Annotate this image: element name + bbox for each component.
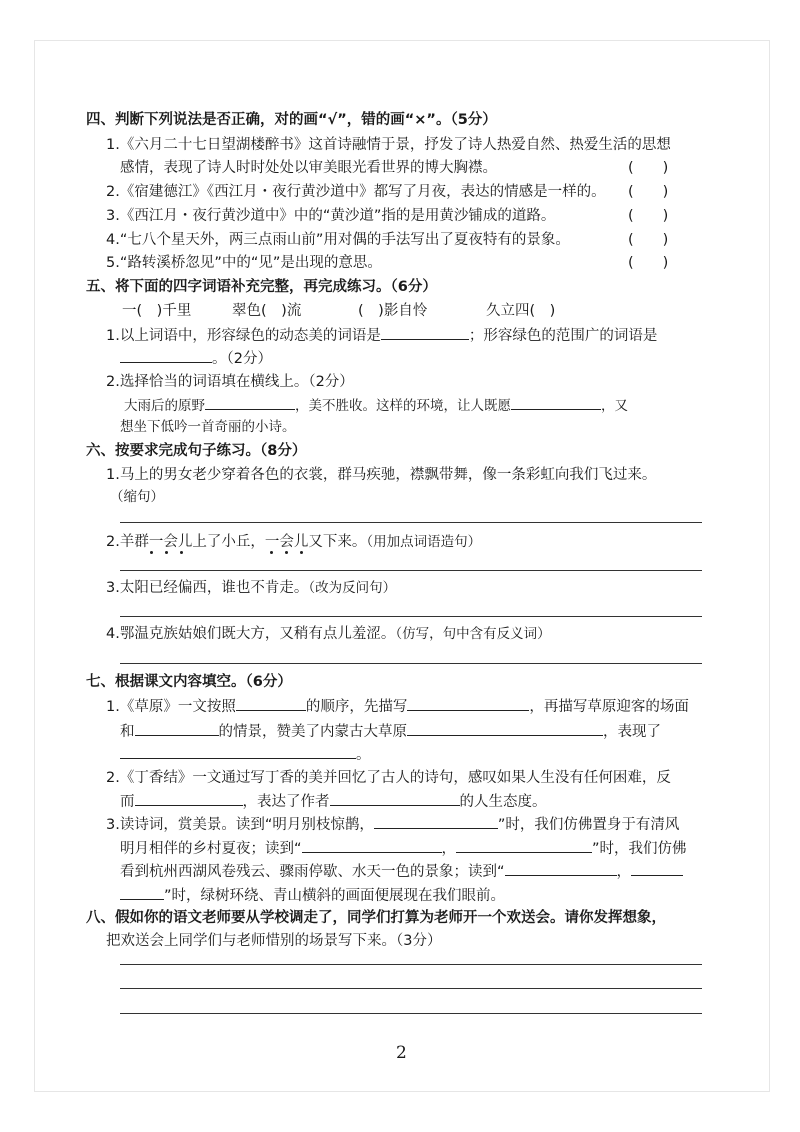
s4-item-2: 2.《宿建德江》《西江月・夜行黄沙道中》都写了月夜，表达的情感是一样的。 (106, 184, 606, 200)
section-8-title: 八、假如你的语文老师要从学校调走了，同学们打算为老师开一个欢送会。请你发挥想象， (86, 910, 666, 926)
s7-q1-f: ，表现了 (603, 724, 661, 740)
s5-p-text-c: ，又 (601, 398, 628, 414)
s4-answer-1[interactable]: ( ) (628, 160, 669, 176)
section-7-title: 七、根据课文内容填空。（6分） (86, 674, 292, 690)
s4-answer-5[interactable]: ( ) (628, 255, 669, 271)
s7-q2-blank-1[interactable] (135, 791, 243, 806)
s6-q2-note: （用加点词语造句） (366, 534, 482, 550)
s7-q3-c: 明月相伴的乡村夏夜；读到“ (120, 841, 302, 857)
s5-q2: 2.选择恰当的词语填在横线上。（2分） (106, 374, 354, 390)
s7-q3-blank-1[interactable] (374, 814, 498, 829)
s8-answer-line-3[interactable] (120, 1013, 702, 1014)
s5-p-text-a: 大雨后的原野 (124, 398, 205, 414)
s8-answer-line-1[interactable] (120, 964, 702, 965)
s5-p-blank-1[interactable] (205, 395, 295, 410)
s7-q2-a: 2.《丁香结》一文通过写丁香的美并回忆了古人的诗句，感叹如果人生没有任何困难，反 (106, 770, 671, 786)
s5-word-2[interactable]: 翠色( )流 (232, 303, 302, 319)
s5-word-4[interactable]: 久立四( ) (486, 303, 556, 319)
s7-q1-blank-5[interactable] (120, 744, 356, 759)
section-4-title: 四、判断下列说法是否正确，对的画“√”，错的画“×”。（5分） (86, 112, 497, 128)
page-number: 2 (396, 1043, 407, 1063)
s4-item-3: 3.《西江月・夜行黄沙道中》中的“黄沙道”指的是用黄沙铺成的道路。 (106, 208, 556, 224)
s7-q1-e: 的情景，赞美了内蒙古大草原 (218, 724, 407, 740)
s4-item-5: 5.“路转溪桥忽见”中的“见”是出现的意思。 (106, 255, 382, 271)
section-5-title: 五、将下面的四字词语补充完整，再完成练习。（6分） (86, 279, 437, 295)
s7-q3-a: 3.读诗词，赏美景。读到“明月别枝惊鹊， (106, 817, 374, 833)
s7-q2-blank-2[interactable] (330, 791, 460, 806)
s5-p-text-d: 想坐下低吟一首奇丽的小诗。 (120, 419, 296, 435)
s5-q1-text-b: ；形容绿色的范围广的词语是 (468, 328, 658, 344)
s7-q3-g: ， (616, 864, 632, 880)
s5-q1-blank-1[interactable] (381, 325, 469, 340)
s7-q1-d: 和 (120, 724, 135, 740)
s5-q1-blank-2[interactable] (120, 348, 212, 363)
s6-q3: 3.太阳已经偏西，谁也不肯走。 (106, 580, 309, 596)
s7-q2-c: ，表达了作者 (242, 794, 330, 810)
s6-q4: 4.鄂温克族姑娘们既大方，又稍有点儿羞涩。 (106, 626, 396, 642)
s7-q1-b: 的顺序，先描写 (305, 699, 408, 715)
s7-q2-b: 而 (120, 794, 135, 810)
s5-word-1[interactable]: 一( )千里 (122, 303, 192, 319)
s7-q3-blank-2[interactable] (302, 838, 442, 853)
s5-p-blank-2[interactable] (511, 395, 601, 410)
s6-q1: 1.马上的男女老少穿着各色的衣裳，群马疾驰，襟飘带舞，像一条彩虹向我们飞过来。 (106, 467, 657, 483)
s7-q1-blank-1[interactable] (236, 696, 306, 711)
s5-q1-text-a: 1.以上词语中，形容绿色的动态美的词语是 (106, 328, 381, 344)
s7-q3-f: 看到杭州西湖风卷残云、骤雨停歇、水天一色的景象；读到“ (120, 864, 505, 880)
s5-q1 (106, 325, 657, 346)
section-8-title-cont: 把欢送会上同学们与老师惜别的场景写下来。（3分） (106, 933, 442, 949)
emphasis-dot (285, 551, 288, 554)
s7-q3-blank-4[interactable] (505, 861, 617, 876)
s6-q4-note: （仿写，句中含有反义词） (395, 626, 551, 642)
emphasis-dot (150, 551, 153, 554)
s7-q3-blank-3[interactable] (456, 838, 592, 853)
s6-q4-answer-line[interactable] (120, 663, 702, 664)
s6-q2-answer-line[interactable] (120, 570, 702, 571)
emphasis-dot (300, 551, 303, 554)
s8-answer-line-2[interactable] (120, 988, 702, 989)
s7-q3-d: ， (441, 841, 457, 857)
s4-item-1-cont: 感情，表现了诗人时时处处以审美眼光看世界的博大胸襟。 (120, 160, 497, 176)
emphasis-dot (165, 551, 168, 554)
s7-q1-a: 1.《草原》一文按照 (106, 699, 236, 715)
s7-q1-blank-2[interactable] (407, 696, 529, 711)
s4-answer-3[interactable]: ( ) (628, 208, 669, 224)
section-6-title: 六、按要求完成句子练习。（8分） (86, 443, 307, 459)
s7-q1-blank-4[interactable] (407, 721, 603, 736)
s7-q3-blank-5[interactable] (631, 861, 683, 876)
s6-q2: 2.羊群一会儿上了小丘，一会儿又下来。 (106, 534, 367, 550)
s6-q3-answer-line[interactable] (120, 616, 702, 617)
s7-q3-b: ”时，我们仿佛置身于有清风 (497, 817, 680, 833)
s7-q2-d: 的人生态度。 (459, 794, 547, 810)
s7-q1-g: 。 (356, 747, 371, 763)
s5-q1-text-c: 。（2分） (212, 351, 272, 367)
emphasis-dot (270, 551, 273, 554)
s7-q1-c: ，再描写草原迎客的场面 (529, 699, 689, 715)
s6-q3-note: （改为反问句） (308, 580, 397, 596)
s5-p-text-b: ，美不胜收。这样的环境，让人既愿 (295, 398, 511, 414)
s7-q3-e: ”时，我们仿佛 (592, 841, 687, 857)
s4-answer-2[interactable]: ( ) (628, 184, 669, 200)
s4-answer-4[interactable]: ( ) (628, 232, 669, 248)
s5-word-3[interactable]: ( )影自怜 (358, 303, 428, 319)
s7-q3-h: ”时，绿树环绕、青山横斜的画面便展现在我们眼前。 (164, 888, 506, 904)
s4-item-1: 1.《六月二十七日望湖楼醉书》这首诗融情于景，抒发了诗人热爱自然、热爱生活的思想 (106, 137, 671, 153)
s4-item-4: 4.“七八个星天外，两三点雨山前”用对偶的手法写出了夏夜特有的景象。 (106, 232, 570, 248)
s6-q1-note: （缩句） (110, 489, 164, 505)
s7-q1-blank-3[interactable] (135, 721, 219, 736)
s7-q3-blank-6[interactable] (120, 885, 164, 900)
s6-q1-answer-line[interactable] (120, 522, 702, 523)
emphasis-dot (180, 551, 183, 554)
